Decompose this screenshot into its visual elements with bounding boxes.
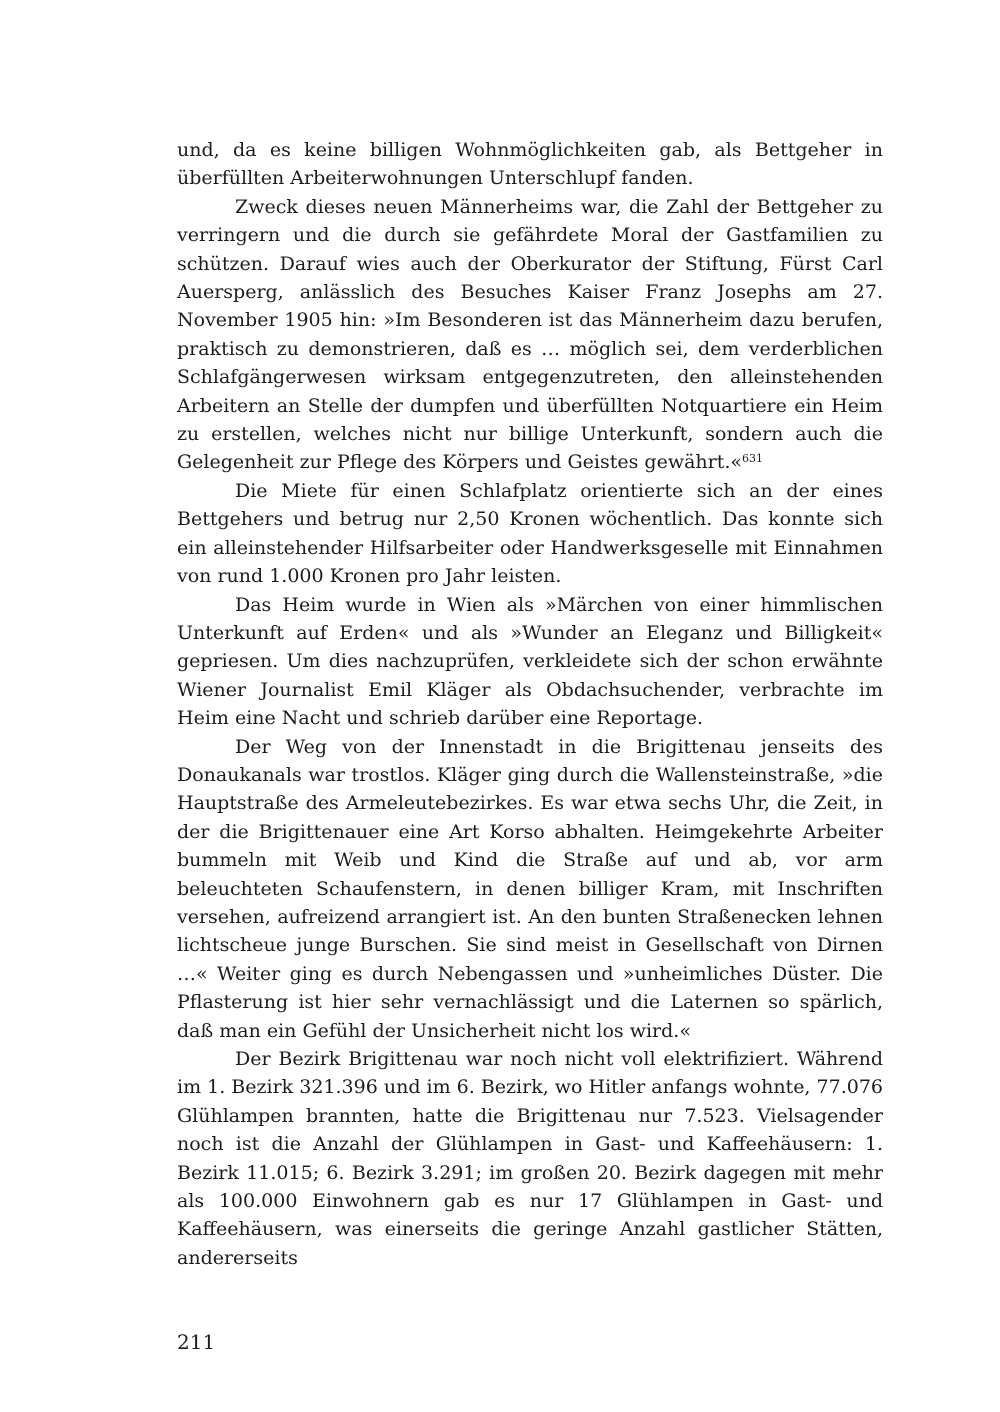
footnote-reference[interactable]: 631 bbox=[742, 452, 764, 466]
paragraph-4: Das Heim wurde in Wien als »Märchen von einer himmlischen Unterkunft auf Erden« und als »Wunder an Eleganz und Billigkeit« gepriesen. Um dies nachzuprüfen, verkleidete sich der schon erwähnte Wiener Journalist Emil Kläger als Obdachsuchender, verbrachte im Heim eine Nacht und schrieb darüber eine Reportage. bbox=[177, 593, 883, 730]
paragraph-1: und, da es keine billigen Wohnmöglichkeiten gab, als Bettgeher in überfüllten Arbeiterwohnungen Unterschlupf fanden. bbox=[177, 139, 883, 190]
paragraph-3: Die Miete für einen Schlafplatz orientierte sich an der eines Bettgehers und betrug nur 2,50 Kronen wöchentlich. Das konnte sich ein alleinstehender Hilfsarbeiter oder Handwerksgeselle mit Einnahmen von rund 1.000 Kronen pro Jahr leisten. bbox=[177, 479, 883, 588]
page-number: 211 bbox=[177, 1330, 216, 1354]
paragraph-6: Der Bezirk Brigittenau war noch nicht voll elektrifiziert. Während im 1. Bezirk 321.396 und im 6. Bezirk, wo Hitler anfangs wohnte, 77.076 Glühlampen brannten, hatte die Brigittenau nur 7.523. Vielsagender noch ist die Anzahl der Glühlampen in Gast- und Kaffeehäusern: 1. Bezirk 11.015; 6. Bezirk 3.291; im großen 20. Bezirk dagegen mit mehr als 100.000 Einwohnern gab es nur 17 Glühlampen in Gast- und Kaffeehäusern, was einerseits die geringe Anzahl gastlicher Stätten, andererseits bbox=[177, 1048, 883, 1269]
paragraph-2 bbox=[177, 193, 883, 477]
body-text bbox=[177, 136, 883, 1272]
paragraph-2-text: Zweck dieses neuen Männerheims war, die Zahl der Bettgeher zu verringern und die durch sie gefährdete Moral der Gastfamilien zu schützen. Darauf wies auch der Oberkurator der Stiftung, Fürst Carl Auersperg, anlässlich des Besuches Kaiser Franz Josephs am 27. November 1905 hin: »Im Besonderen ist das Männerheim dazu berufen, praktisch zu demonstrieren, daß es … möglich sei, dem verderblichen Schlafgängerwesen wirksam entgegenzutreten, den alleinstehenden Arbeitern an Stelle der dumpfen und überfüllten Notquartiere ein Heim zu erstellen, welches nicht nur billige Unterkunft, sondern auch die Gelegenheit zur Pflege des Körpers und Geistes gewährt.« bbox=[177, 195, 883, 474]
paragraph-5: Der Weg von der Innenstadt in die Brigittenau jenseits des Donaukanals war trostlos. Kläger ging durch die Wallensteinstraße, »die Hauptstraße des Armeleutebezirkes. Es war etwa sechs Uhr, die Zeit, in der die Brigittenauer eine Art Korso abhalten. Heimgekehrte Arbeiter bummeln mit Weib und Kind die Straße auf und ab, vor arm beleuchteten Schaufenstern, in denen billiger Kram, mit Inschriften versehen, aufreizend arrangiert ist. An den bunten Straßenecken lehnen lichtscheue junge Burschen. Sie sind meist in Gesellschaft von Dirnen …« Weiter ging es durch Nebengassen und »unheimliches Düster. Die Pflasterung ist hier sehr vernachlässigt und die Laternen so spärlich, daß man ein Gefühl der Unsicherheit nicht los wird.« bbox=[177, 735, 883, 1042]
